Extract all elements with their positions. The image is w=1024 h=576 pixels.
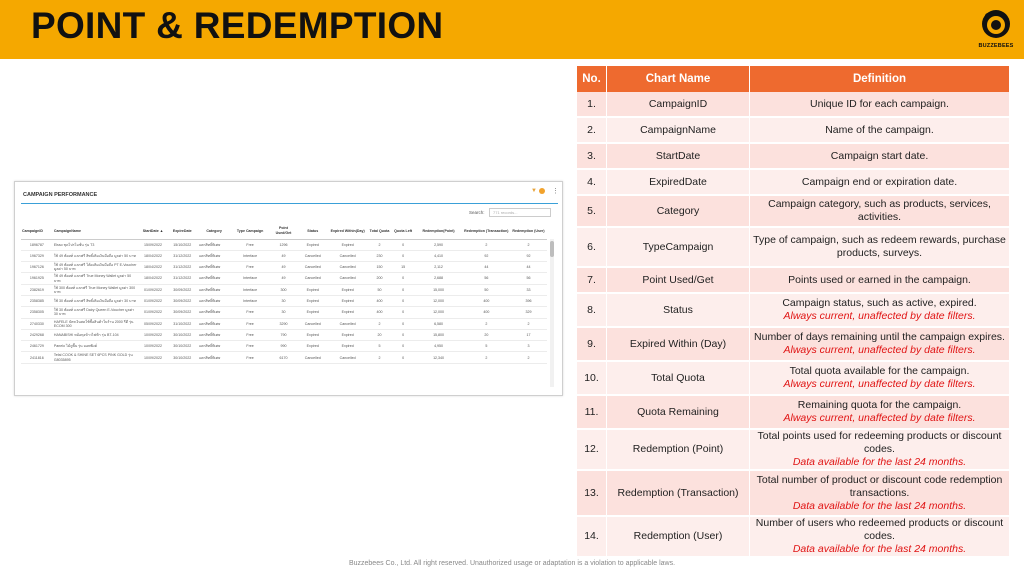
table-cell: 0 — [392, 329, 415, 340]
table-cell: 0 — [392, 284, 415, 295]
table-cell: Interface — [231, 284, 270, 295]
table-cell: 5 — [367, 341, 392, 352]
column-header[interactable]: CampaignName — [53, 223, 139, 239]
table-cell: 1967329 — [21, 250, 53, 261]
table-cell: 300 — [270, 284, 298, 295]
table-cell: ใช้ 49 พ้อยท์ แลกฟรี โค้ดเติมเงินมือถือ PT E-Voucher มูลค่า 50 บาท — [53, 262, 139, 273]
definition-text-cell — [750, 144, 1010, 170]
table-cell: Expired — [328, 307, 367, 318]
table-cell: Cancelled — [297, 318, 328, 329]
definition-row — [577, 328, 1010, 362]
table-cell: 5 — [463, 341, 510, 352]
table-cell: 20 — [367, 329, 392, 340]
definition-number: 3. — [577, 144, 607, 170]
table-cell: Expired — [297, 239, 328, 250]
definition-row — [577, 294, 1010, 328]
panel-title: CAMPAIGN PERFORMANCE — [23, 192, 98, 198]
table-cell: 2 — [367, 352, 392, 363]
table-cell: 2,688 — [414, 273, 462, 284]
definition-text-cell — [750, 362, 1010, 396]
table-cell: 18/04/2022 — [139, 262, 167, 273]
table-cell: 2 — [510, 318, 547, 329]
table-cell: 15,000 — [414, 284, 462, 295]
table-cell: Expired — [297, 307, 328, 318]
table-cell: 30 — [270, 295, 298, 306]
search-label: Search: — [469, 210, 485, 215]
definition-number: 8. — [577, 294, 607, 328]
table-cell: 49 — [270, 262, 298, 273]
table-row[interactable] — [21, 284, 547, 295]
table-cell: 2358305 — [21, 307, 53, 318]
table-cell: 2,590 — [414, 239, 462, 250]
table-cell: 0 — [392, 352, 415, 363]
table-cell: 05/09/2022 — [139, 318, 167, 329]
table-cell: 18/04/2022 — [139, 250, 167, 261]
table-cell: HANABISHI หม้อหุงข้าวไฟฟ้า รุ่น BT-104 — [53, 329, 139, 340]
table-cell: 0 — [392, 307, 415, 318]
table-row[interactable] — [21, 307, 547, 318]
table-cell: 2 — [510, 352, 547, 363]
table-cell: 2382619 — [21, 284, 53, 295]
definition-text: Total points used for redeeming products or discount codes. — [757, 430, 1002, 455]
table-cell: 4,410 — [414, 250, 462, 261]
definition-note: Data available for the last 24 months. — [792, 499, 967, 512]
definition-text: Unique ID for each campaign. — [810, 97, 949, 110]
table-cell: Expired — [328, 329, 367, 340]
buzzebees-logo — [975, 7, 1017, 53]
table-row[interactable] — [21, 273, 547, 284]
table-cell: Cancelled — [297, 262, 328, 273]
table-cell: Free — [231, 318, 270, 329]
definition-row — [577, 144, 1010, 170]
table-cell: 12,000 — [414, 295, 462, 306]
definition-text-cell — [750, 228, 1010, 268]
table-cell: 2 — [510, 239, 547, 250]
table-cell: Free — [231, 352, 270, 363]
table-cell: Cancelled — [328, 273, 367, 284]
definition-chart-name: ExpiredDate — [607, 170, 750, 196]
table-cell: Cancelled — [297, 352, 328, 363]
table-cell: แลกสิทธิ์พิเศษ — [198, 273, 231, 284]
table-cell: แลกสิทธิ์พิเศษ — [198, 329, 231, 340]
definition-text-cell — [750, 396, 1010, 430]
table-cell: 2 — [463, 239, 510, 250]
definition-text-cell — [750, 328, 1010, 362]
table-cell: Expired — [297, 295, 328, 306]
table-cell: 0 — [392, 318, 415, 329]
table-cell: 01/09/2022 — [139, 284, 167, 295]
table-cell: 44 — [510, 262, 547, 273]
definition-number: 1. — [577, 92, 607, 118]
table-cell: 50 — [367, 284, 392, 295]
table-cell: 0 — [392, 341, 415, 352]
table-cell: 2411816 — [21, 352, 53, 363]
table-cell: 30 — [270, 307, 298, 318]
definition-text-cell — [750, 118, 1010, 144]
definition-row — [577, 362, 1010, 396]
definition-text: Number of days remaining until the campaign expires. — [754, 331, 1005, 343]
definition-text-cell — [750, 517, 1010, 558]
table-cell: 49 — [270, 273, 298, 284]
table-cell: Expired — [297, 341, 328, 352]
table-cell: 15/09/2022 — [139, 239, 167, 250]
table-cell: 790 — [270, 329, 298, 340]
table-cell: Cancelled — [328, 262, 367, 273]
table-cell: 15/10/2022 — [167, 239, 198, 250]
table-cell: 30/10/2022 — [167, 329, 198, 340]
definition-note: Data available for the last 24 months. — [792, 456, 967, 468]
definition-note: Data available for the last 24 months. — [792, 543, 967, 555]
table-row[interactable] — [21, 295, 547, 306]
logo-icon — [975, 7, 1017, 43]
table-row[interactable] — [21, 329, 547, 340]
table-cell: 6,580 — [414, 318, 462, 329]
table-cell: Expired — [328, 341, 367, 352]
definition-text: Name of the campaign. — [825, 123, 934, 136]
definition-text: Campaign start date. — [830, 149, 929, 162]
table-cell: แลกสิทธิ์พิเศษ — [198, 262, 231, 273]
table-cell: 4,950 — [414, 341, 462, 352]
definition-text: Campaign status, such as active, expired. — [782, 297, 977, 309]
definition-row — [577, 471, 1010, 517]
table-cell: 0 — [392, 295, 415, 306]
definition-header: No. — [577, 66, 607, 92]
definition-chart-name: StartDate — [607, 144, 750, 170]
definition-chart-name: TypeCampaign — [607, 228, 750, 268]
table-cell: Free — [231, 341, 270, 352]
definition-number: 6. — [577, 228, 607, 268]
column-header[interactable]: Redemption (User) — [510, 223, 547, 239]
logo-text: BUZZEBEES — [978, 43, 1014, 49]
table-cell: Cancelled — [328, 318, 367, 329]
definition-chart-name: Total Quota — [607, 362, 750, 396]
table-cell: 990 — [270, 341, 298, 352]
definition-chart-name: Redemption (Transaction) — [607, 471, 750, 517]
table-cell: 33 — [510, 284, 547, 295]
definition-note: Always current, unaffected by date filters. — [783, 310, 976, 322]
table-cell: 15 — [392, 262, 415, 273]
definition-row — [577, 268, 1010, 294]
definition-number: 4. — [577, 170, 607, 196]
definition-chart-name: Redemption (Point) — [607, 430, 750, 471]
table-cell: 2358385 — [21, 295, 53, 306]
table-cell: 10/09/2022 — [139, 341, 167, 352]
table-cell: 1296 — [270, 239, 298, 250]
table-cell: 30/09/2022 — [167, 307, 198, 318]
definition-number: 7. — [577, 268, 607, 294]
table-cell: Interface — [231, 295, 270, 306]
scrollbar-thumb[interactable] — [550, 241, 554, 257]
table-cell: 2 — [367, 239, 392, 250]
definition-chart-name: Point Used/Get — [607, 268, 750, 294]
campaign-performance-panel — [14, 181, 563, 396]
definition-text: Type of campaign, such as redeem rewards, purchase products, surveys. — [753, 234, 1006, 259]
table-cell: แลกสิทธิ์พิเศษ — [198, 307, 231, 318]
table-cell: 12,340 — [414, 352, 462, 363]
table-cell: 400 — [367, 295, 392, 306]
table-cell: 2 — [463, 352, 510, 363]
definition-number: 10. — [577, 362, 607, 396]
table-cell: 44 — [463, 262, 510, 273]
table-cell: 12,000 — [414, 307, 462, 318]
table-cell: แลกสิทธิ์พิเศษ — [198, 341, 231, 352]
table-cell: 2,112 — [414, 262, 462, 273]
definition-row — [577, 196, 1010, 228]
table-cell: 400 — [463, 307, 510, 318]
definition-table — [577, 66, 1010, 558]
table-cell: ใช้ 49 พ้อยท์ แลกฟรี True Money Wallet มูลค่า 50 บาท — [53, 273, 139, 284]
table-cell: 329 — [510, 307, 547, 318]
search-input[interactable]: 771 records... — [489, 208, 551, 217]
table-cell: 3290 — [270, 318, 298, 329]
table-cell: 50 — [463, 284, 510, 295]
table-cell: 2 — [367, 318, 392, 329]
table-cell: 56 — [510, 273, 547, 284]
table-cell: HAFELE บัตรเงินสดใช้ซื้อสินค้าในร้าน 2000 รีดี รุ่น ECOM 300 — [53, 318, 139, 329]
table-cell: ใช้ 30 พ้อยท์ แลกฟรี สิทธิ์เติมเงินมือถือ มูลค่า 30 บาท — [53, 295, 139, 306]
definition-chart-name: Category — [607, 196, 750, 228]
table-cell: แลกสิทธิ์พิเศษ — [198, 239, 231, 250]
table-cell: 10/09/2022 — [139, 329, 167, 340]
table-cell: 400 — [367, 307, 392, 318]
table-row[interactable] — [21, 341, 547, 352]
definition-header: Definition — [750, 66, 1010, 92]
definition-text: Points used or earned in the campaign. — [788, 273, 971, 286]
table-cell: 0 — [392, 239, 415, 250]
table-cell: Cancelled — [297, 273, 328, 284]
more-options-icon[interactable]: ⋮ — [552, 188, 559, 195]
definition-header: Chart Name — [607, 66, 750, 92]
table-cell: Tefal COOK & SHINE SET 6PCS PINK GOLD รุ่น G8035895 — [53, 352, 139, 363]
definition-text: Campaign end or expiration date. — [801, 175, 958, 188]
table-cell: ใช้ 49 พ้อยท์ แลกฟรี สิทธิ์เติมเงินมือถือ มูลค่า 50 บาท — [53, 250, 139, 261]
table-cell: 01/09/2022 — [139, 307, 167, 318]
table-cell: 49 — [270, 250, 298, 261]
table-cell: 1896787 — [21, 239, 53, 250]
table-cell: 0 — [392, 250, 415, 261]
column-header[interactable]: Point Used/Get — [270, 223, 298, 239]
definition-text-cell — [750, 430, 1010, 471]
definition-text-cell — [750, 268, 1010, 294]
definition-chart-name: CampaignName — [607, 118, 750, 144]
table-cell: แลกสิทธิ์พิเศษ — [198, 295, 231, 306]
table-cell: 30/10/2022 — [167, 341, 198, 352]
definition-text-cell — [750, 294, 1010, 328]
table-cell: Expired — [328, 239, 367, 250]
table-cell: 17 — [510, 329, 547, 340]
table-cell: 2740330 — [21, 318, 53, 329]
table-cell: 2461729 — [21, 341, 53, 352]
definition-number: 9. — [577, 328, 607, 362]
definition-text: Total quota available for the campaign. — [789, 365, 970, 377]
definition-row — [577, 92, 1010, 118]
table-cell: แลกสิทธิ์พิเศษ — [198, 352, 231, 363]
table-cell: 31/12/2022 — [167, 273, 198, 284]
column-header[interactable]: StartDate ▲ — [139, 223, 167, 239]
column-header[interactable]: Expired Within(Day) — [328, 223, 367, 239]
table-cell: Free — [231, 329, 270, 340]
table-cell: Expired — [328, 295, 367, 306]
table-cell: Panelo ไม้ถูพื้น รุ่น มอพพิงค์ — [53, 341, 139, 352]
table-cell: Expired — [297, 329, 328, 340]
definition-text-cell — [750, 196, 1010, 228]
definition-chart-name: Expired Within (Day) — [607, 328, 750, 362]
table-cell: 30/09/2022 — [167, 295, 198, 306]
definition-number: 14. — [577, 517, 607, 558]
table-cell: 92 — [510, 250, 547, 261]
definition-row — [577, 228, 1010, 268]
filter-icon[interactable]: ▼ — [531, 188, 537, 194]
table-cell: Cancelled — [297, 250, 328, 261]
panel-divider — [21, 203, 558, 204]
table-cell: 0 — [392, 273, 415, 284]
table-cell: Interface — [231, 273, 270, 284]
table-row[interactable] — [21, 239, 547, 250]
column-header[interactable]: CampaignID — [21, 223, 53, 239]
definition-note: Always current, unaffected by date filters. — [783, 412, 976, 424]
definition-row — [577, 517, 1010, 558]
table-cell: 31/12/2022 — [167, 262, 198, 273]
definition-text-cell — [750, 170, 1010, 196]
table-cell: แลกสิทธิ์พิเศษ — [198, 284, 231, 295]
table-cell: 56 — [463, 273, 510, 284]
table-cell: 15,800 — [414, 329, 462, 340]
campaign-table — [21, 223, 547, 364]
table-cell: Elsso ชุดโปรโมชั่น รุ่น T3 — [53, 239, 139, 250]
table-cell: 01/09/2022 — [139, 295, 167, 306]
filter-badge — [539, 188, 545, 194]
table-cell: Cancelled — [328, 352, 367, 363]
footer-copyright: Buzzebees Co., Ltd. All right reserved. Unauthorized usage or adaptation is a violation to applicable laws. — [348, 560, 676, 567]
table-cell: 400 — [463, 295, 510, 306]
table-cell: Free — [231, 307, 270, 318]
table-cell: 3 — [510, 341, 547, 352]
definition-number: 11. — [577, 396, 607, 430]
table-cell: Expired — [328, 284, 367, 295]
table-cell: Expired — [297, 284, 328, 295]
table-cell: 10/09/2022 — [139, 352, 167, 363]
table-cell: 200 — [367, 273, 392, 284]
definition-text: Remaining quota for the campaign. — [797, 399, 962, 411]
table-row[interactable] — [21, 250, 547, 261]
definition-row — [577, 396, 1010, 430]
definition-text-cell — [750, 471, 1010, 517]
table-cell: 31/12/2022 — [167, 250, 198, 261]
table-cell: 6170 — [270, 352, 298, 363]
definition-chart-name: Quota Remaining — [607, 396, 750, 430]
table-cell: Free — [231, 262, 270, 273]
definition-number: 5. — [577, 196, 607, 228]
table-cell: 396 — [510, 295, 547, 306]
table-cell: ใช้ 30 พ้อยท์ แลกฟรี Dairy Queen E-Voucher มูลค่า 30 บาท — [53, 307, 139, 318]
table-row[interactable] — [21, 352, 547, 363]
table-cell: แลกสิทธิ์พิเศษ — [198, 318, 231, 329]
table-cell: Cancelled — [328, 250, 367, 261]
column-header[interactable]: Status — [297, 223, 328, 239]
table-cell: Free — [231, 239, 270, 250]
definition-row — [577, 170, 1010, 196]
table-cell: แลกสิทธิ์พิเศษ — [198, 250, 231, 261]
table-cell: 2 — [463, 318, 510, 329]
table-cell: 18/04/2022 — [139, 273, 167, 284]
table-cell: 30/09/2022 — [167, 284, 198, 295]
table-cell: 150 — [367, 262, 392, 273]
table-cell: 30/10/2022 — [167, 352, 198, 363]
table-cell: ใช้ 300 พ้อยท์ แลกฟรี True Money Wallet มูลค่า 300 บาท — [53, 284, 139, 295]
table-row[interactable] — [21, 262, 547, 273]
column-header[interactable]: Redemption (Transaction) — [463, 223, 510, 239]
column-header[interactable]: Type Campaign — [231, 223, 270, 239]
column-header[interactable]: ExpireDate — [167, 223, 198, 239]
table-cell: 92 — [463, 250, 510, 261]
table-cell: 20 — [463, 329, 510, 340]
definition-note: Always current, unaffected by date filters. — [783, 378, 976, 390]
definition-chart-name: Status — [607, 294, 750, 328]
table-cell: 230 — [367, 250, 392, 261]
definition-chart-name: Redemption (User) — [607, 517, 750, 558]
table-cell: 1961925 — [21, 273, 53, 284]
table-cell: 31/10/2022 — [167, 318, 198, 329]
page-title: POINT & REDEMPTION — [31, 5, 444, 46]
panel-tools — [531, 187, 561, 197]
definition-text-cell — [750, 92, 1010, 118]
table-row[interactable] — [21, 318, 547, 329]
table-cell: 2429268 — [21, 329, 53, 340]
header-banner — [0, 0, 1024, 59]
definition-text: Campaign category, such as products, services, activities. — [768, 198, 991, 223]
definition-number: 12. — [577, 430, 607, 471]
table-cell: Interface — [231, 250, 270, 261]
definition-text: Total number of product or discount code redemption transactions. — [756, 473, 1003, 499]
column-header[interactable]: Redemption(Point) — [414, 223, 462, 239]
definition-number: 13. — [577, 471, 607, 517]
column-header[interactable]: Total Quota — [367, 223, 392, 239]
definition-text: Number of users who redeemed products or discount codes. — [755, 517, 1004, 542]
definition-row — [577, 118, 1010, 144]
table-scrollbar[interactable] — [550, 239, 554, 387]
definition-row — [577, 430, 1010, 471]
definition-note: Always current, unaffected by date filters. — [783, 344, 976, 356]
column-header[interactable]: Quota Left — [392, 223, 415, 239]
definition-chart-name: CampaignID — [607, 92, 750, 118]
definition-number: 2. — [577, 118, 607, 144]
column-header[interactable]: Category — [198, 223, 231, 239]
table-cell: 1967126 — [21, 262, 53, 273]
